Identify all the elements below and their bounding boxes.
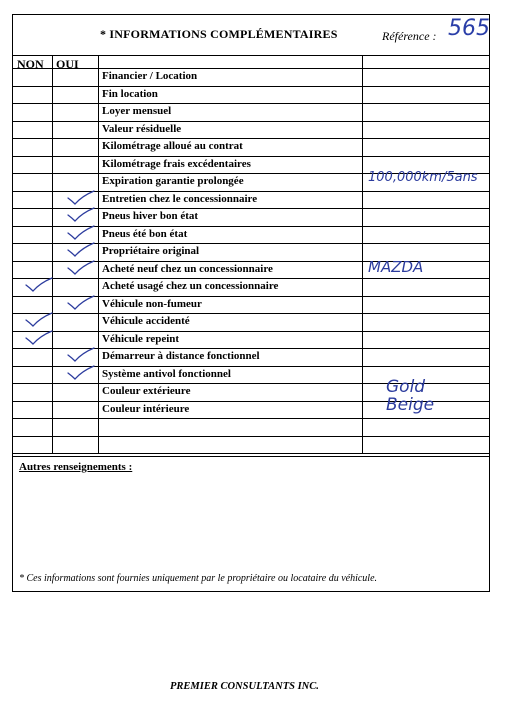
reference-value-handwritten: 565 [448, 16, 490, 41]
table-column-divider [98, 55, 99, 453]
checkmark-icon [66, 260, 96, 276]
handwritten-note: MAZDA [368, 257, 424, 276]
table-row-line [12, 436, 490, 437]
row-label: Démarreur à distance fonctionnel [102, 350, 260, 362]
footnote: * Ces informations sont fournies uniquement par le propriétaire ou locataire du véhicule. [19, 573, 378, 584]
table-row-line [12, 156, 490, 157]
other-info-heading: Autres renseignements : [19, 461, 133, 473]
handwritten-note: Gold [386, 377, 426, 397]
row-label: Expiration garantie prolongée [102, 175, 244, 187]
handwritten-note: 100,000km/5ans [368, 170, 478, 185]
handwritten-note: Beige [386, 394, 435, 415]
row-label: Acheté neuf chez un concessionnaire [102, 262, 273, 275]
table-bottom-line [12, 456, 490, 457]
checkmark-icon [66, 207, 96, 223]
table-row-line [12, 313, 490, 314]
table-row-line [12, 103, 490, 104]
header-top-line [12, 55, 490, 56]
table-row-line [12, 453, 490, 454]
row-label: Entretien chez le concessionnaire [102, 192, 258, 205]
table-row-line [12, 331, 490, 332]
table-row-line [12, 138, 490, 139]
row-label: Acheté usagé chez un concessionnaire [102, 280, 279, 292]
checkmark-icon [24, 330, 54, 346]
checkmark-icon [24, 312, 54, 328]
column-oui: OUI [56, 57, 79, 71]
row-label: Véhicule non-fumeur [102, 297, 202, 310]
checkmark-icon [66, 295, 96, 311]
checkmark-icon [24, 277, 54, 293]
table-row-line [12, 278, 490, 279]
row-label: Système antivol fonctionnel [102, 367, 231, 380]
table-row-line [12, 68, 490, 69]
table-row-line [12, 121, 490, 122]
row-label: Financier / Location [102, 70, 198, 82]
form-title: * INFORMATIONS COMPLÉMENTAIRES [100, 27, 338, 41]
table-row-line [12, 86, 490, 87]
row-label: Loyer mensuel [102, 105, 172, 117]
row-label: Pneus hiver bon état [102, 210, 199, 222]
table-column-divider [52, 55, 53, 453]
row-label: Fin location [102, 87, 158, 100]
checkmark-icon [66, 190, 96, 206]
checkmark-icon [66, 225, 96, 241]
row-label: Véhicule repeint [102, 332, 180, 345]
row-label: Propriétaire original [102, 245, 200, 257]
row-label: Kilométrage frais excédentaires [102, 157, 251, 170]
table-row-line [12, 418, 490, 419]
row-label: Couleur intérieure [102, 402, 190, 415]
checkmark-icon [66, 365, 96, 381]
row-label: Couleur extérieure [102, 385, 191, 397]
reference-label: Référence : [382, 29, 437, 43]
row-label: Véhicule accidenté [102, 315, 190, 327]
table-column-divider [362, 55, 363, 453]
column-non: NON [17, 57, 44, 71]
checkmark-icon [66, 347, 96, 363]
row-label: Valeur résiduelle [102, 122, 182, 135]
checkmark-icon [66, 242, 96, 258]
company-footer: PREMIER CONSULTANTS INC. [170, 681, 319, 692]
row-label: Kilométrage alloué au contrat [102, 140, 243, 152]
row-label: Pneus été bon état [102, 227, 188, 240]
